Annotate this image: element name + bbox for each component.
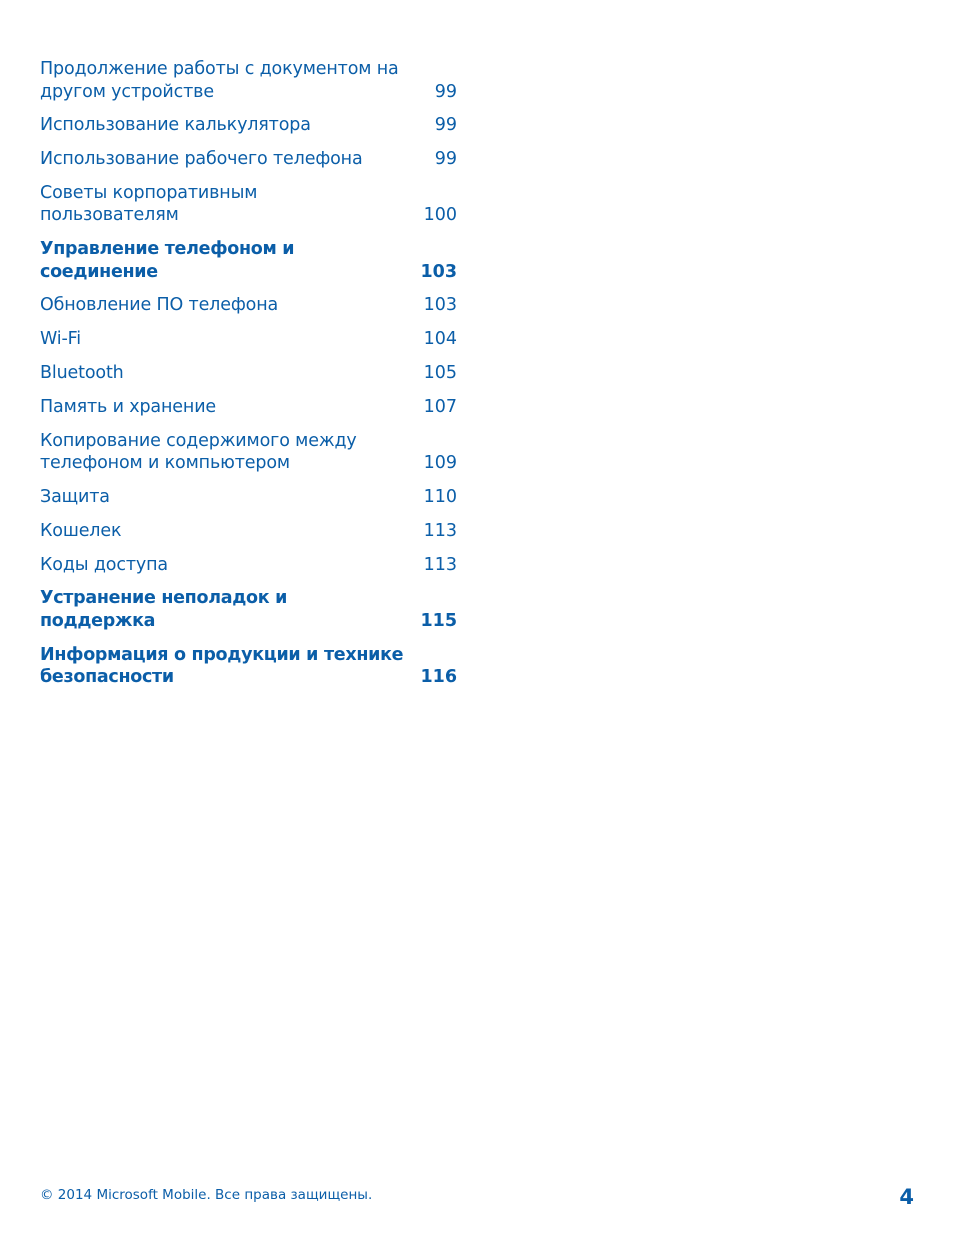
toc-section-entry[interactable] <box>40 587 457 632</box>
toc-entry-title: Использование калькулятора <box>40 115 311 136</box>
toc-entry-title: Использование рабочего телефона <box>40 149 363 170</box>
toc-entry-title: Wi-Fi <box>40 329 82 350</box>
toc-section-entry[interactable] <box>40 644 457 689</box>
toc-entry[interactable] <box>40 486 457 509</box>
toc-section-entry[interactable] <box>40 238 457 283</box>
toc-entry-page: 113 <box>423 520 457 541</box>
toc-entry-page: 110 <box>423 486 457 507</box>
table-of-contents <box>40 58 457 700</box>
toc-entry-page: 109 <box>423 453 457 474</box>
toc-entry-page: 99 <box>434 81 457 102</box>
toc-entry[interactable] <box>40 396 457 419</box>
toc-entry-page: 100 <box>423 205 457 226</box>
toc-entry[interactable] <box>40 114 457 137</box>
toc-entry[interactable] <box>40 328 457 351</box>
toc-entry-title: Копирование содержимого между телефоном и компьютером <box>40 430 357 474</box>
toc-entry-page: 113 <box>423 554 457 575</box>
toc-entry-title: Советы корпоративным пользователям <box>40 182 258 226</box>
toc-entry-page: 105 <box>423 363 457 384</box>
toc-entry-page: 103 <box>420 261 457 282</box>
toc-entry-page: 115 <box>420 610 457 631</box>
toc-entry-page: 99 <box>434 115 457 136</box>
toc-entry-title: Память и хранение <box>40 396 217 417</box>
toc-entry[interactable] <box>40 58 457 103</box>
toc-entry-title: Устранение неполадок и поддержка <box>40 588 288 631</box>
toc-entry-title: Кошелек <box>40 520 122 541</box>
toc-entry-title: Коды доступа <box>40 554 168 575</box>
toc-entry-title: Информация о продукции и технике безопасности <box>40 644 404 688</box>
page-number: 4 <box>899 1185 914 1209</box>
toc-entry[interactable] <box>40 148 457 171</box>
toc-entry-page: 99 <box>434 149 457 170</box>
toc-entry-page: 107 <box>423 396 457 417</box>
toc-entry[interactable] <box>40 520 457 543</box>
toc-entry-page: 116 <box>420 667 457 688</box>
toc-entry[interactable] <box>40 294 457 317</box>
toc-entry[interactable] <box>40 362 457 385</box>
toc-entry[interactable] <box>40 554 457 577</box>
toc-entry-title: Bluetooth <box>40 363 124 384</box>
toc-entry[interactable] <box>40 430 457 475</box>
toc-entry-title: Продолжение работы с документом на другом устройстве <box>40 59 399 102</box>
toc-entry-title: Защита <box>40 486 110 507</box>
toc-entry-page: 104 <box>423 329 457 350</box>
toc-entry-title: Управление телефоном и соединение <box>40 239 295 282</box>
footer-copyright: © 2014 Microsoft Mobile. Все права защищены. <box>40 1187 373 1203</box>
toc-entry-title: Обновление ПО телефона <box>40 295 279 316</box>
toc-entry-page: 103 <box>423 295 457 316</box>
toc-entry[interactable] <box>40 182 457 227</box>
